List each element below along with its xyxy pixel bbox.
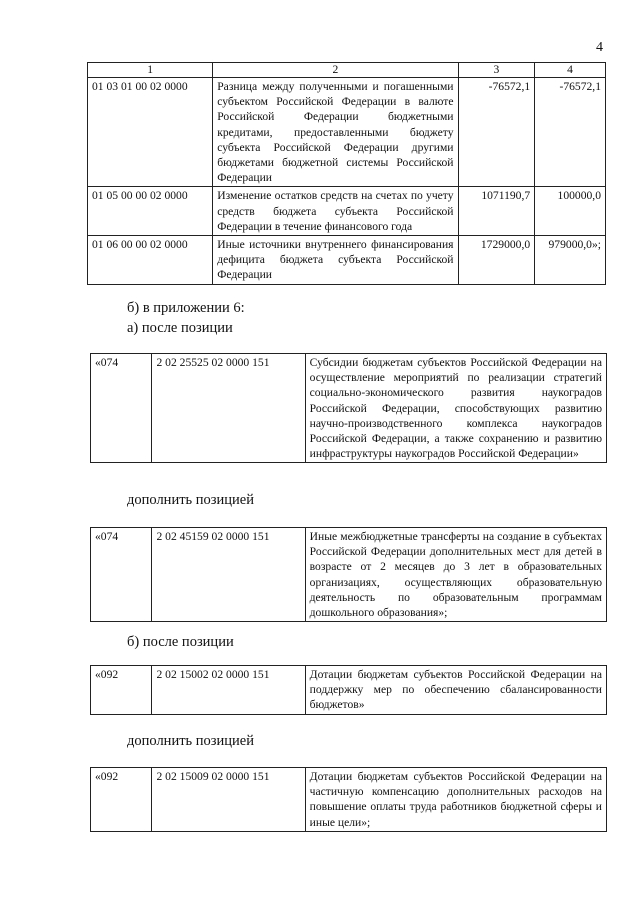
table-row [88,236,606,285]
budget-code: 2 02 25525 02 0000 151 [152,354,305,463]
section-b2-heading: б) после позиции [127,634,234,650]
add-position-label: дополнить позицией [127,492,254,508]
header-col-1: 1 [88,63,213,78]
row-value-col4: -76572,1 [535,78,606,187]
row-value-col3: 1071190,7 [458,187,535,236]
table-header-row [88,63,606,78]
section-a-heading: а) после позиции [127,320,233,336]
table-row [91,354,607,463]
admin-code: «092 [91,666,152,715]
admin-code: «092 [91,768,152,832]
add-position-label: дополнить позицией [127,733,254,749]
position-description: Дотации бюджетам субъектов Российской Федерации на поддержку мер по обеспечению сбалансированности бюджетов» [305,666,606,715]
row-value-col3: 1729000,0 [458,236,535,285]
page-number: 4 [596,40,603,55]
header-col-3: 3 [458,63,535,78]
budget-code: 2 02 15009 02 0000 151 [152,768,305,832]
row-code: 01 06 00 00 02 0000 [88,236,213,285]
table-row [91,768,607,832]
budget-code: 2 02 15002 02 0000 151 [152,666,305,715]
table-row [88,78,606,187]
table-row [88,187,606,236]
section-b-heading: б) в приложении 6: [127,300,245,316]
row-value-col4: 979000,0»; [535,236,606,285]
row-value-col4: 100000,0 [535,187,606,236]
row-code: 01 05 00 00 02 0000 [88,187,213,236]
row-code: 01 03 01 00 02 0000 [88,78,213,187]
sources-table [87,62,606,285]
row-description: Изменение остатков средств на счетах по учету средств бюджета субъекта Российской Федерации в течение финансового года [213,187,458,236]
row-description: Иные источники внутреннего финансирования дефицита бюджета субъекта Российской Федерации [213,236,458,285]
position-table-2 [90,527,607,622]
position-description: Дотации бюджетам субъектов Российской Федерации на частичную компенсацию дополнительных расходов на повышение оплаты труда работников бюджетной сферы и иные цели»; [305,768,606,832]
budget-code: 2 02 45159 02 0000 151 [152,528,305,622]
position-description: Иные межбюджетные трансферты на создание в субъектах Российской Федерации дополнительных мест для детей в возрасте от 2 месяцев до 3 лет в образовательных организациях, осуществляющих образовательную деятельность по образовательным программам дошкольного образования»; [305,528,606,622]
admin-code: «074 [91,528,152,622]
row-description: Разница между полученными и погашенными субъектом Российской Федерации в валюте Российской Федерации бюджетными кредитами, предоставленными бюджету субъекта Российской Федерации другими бюджетами бюджетной системы Российской Федерации [213,78,458,187]
header-col-4: 4 [535,63,606,78]
position-table-1 [90,353,607,463]
header-col-2: 2 [213,63,458,78]
position-description: Субсидии бюджетам субъектов Российской Федерации на осуществление мероприятий по реализации стратегий социально-экономического развития наукоградов Российской Федерации, способствующих развитию научно-производственного комплекса наукоградов Российской Федерации, а также сохранению и развитию инфраструктуры наукоградов Российской Федерации» [305,354,606,463]
table-row [91,666,607,715]
table-row [91,528,607,622]
position-table-4 [90,767,607,832]
row-value-col3: -76572,1 [458,78,535,187]
position-table-3 [90,665,607,715]
admin-code: «074 [91,354,152,463]
